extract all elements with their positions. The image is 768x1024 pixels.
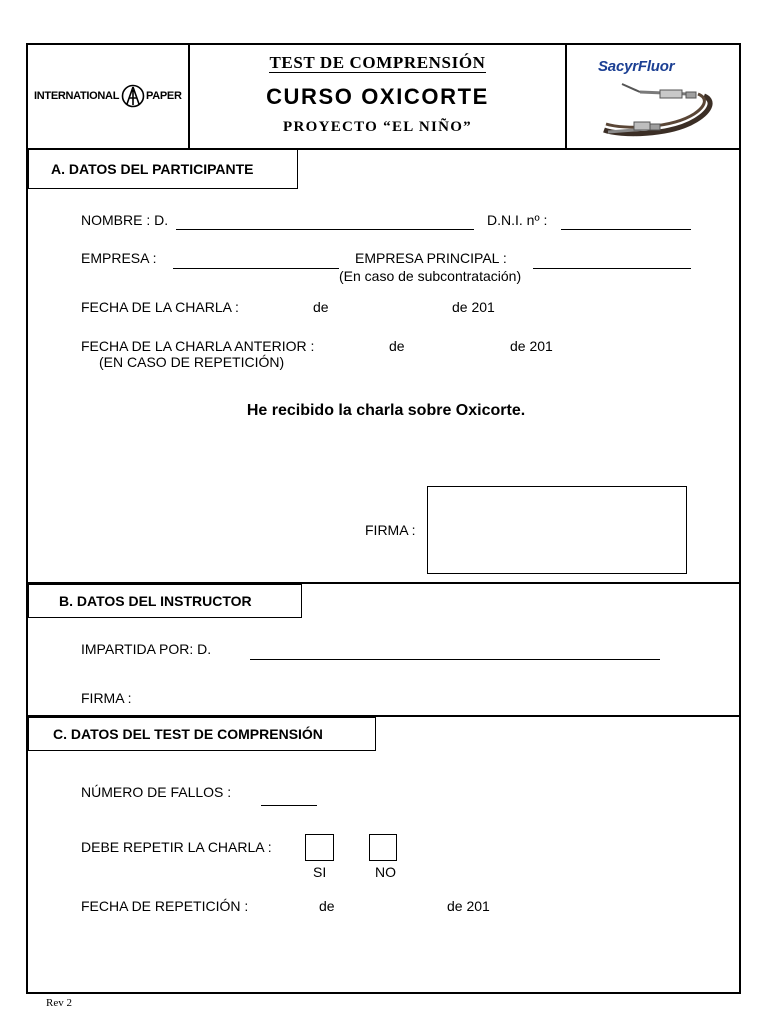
international-paper-logo	[34, 84, 184, 108]
sacyr-fluor-logo: SacyrFluor	[598, 58, 675, 75]
dni-label: D.N.I. nº :	[487, 212, 548, 228]
section-b-header: B. DATOS DEL INSTRUCTOR	[28, 584, 302, 618]
impartida-label: IMPARTIDA POR: D.	[81, 641, 212, 657]
no-checkbox[interactable]	[369, 834, 397, 861]
fecha-anterior-de-1: de	[389, 338, 405, 354]
fecha-charla-de-2: de 201	[452, 299, 495, 315]
title-curso-oxicorte: CURSO OXICORTE	[266, 84, 489, 109]
impartida-field[interactable]	[250, 659, 660, 660]
statement-text-content: He recibido la charla sobre Oxicorte.	[246, 402, 526, 419]
fallos-field[interactable]	[261, 805, 317, 806]
firma-participante-label: FIRMA :	[365, 522, 416, 538]
repeticion-note: (EN CASO DE REPETICIÓN)	[99, 354, 285, 370]
si-label: SI	[313, 864, 327, 880]
subcontratacion-note: (En caso de subcontratación)	[339, 268, 522, 284]
tree-emblem-icon	[121, 84, 145, 108]
section-a-header: A. DATOS DEL PARTICIPANTE	[28, 149, 298, 189]
si-checkbox[interactable]	[305, 834, 334, 861]
fecha-anterior-label: FECHA DE LA CHARLA ANTERIOR :	[81, 338, 315, 354]
fallos-label: NÚMERO DE FALLOS :	[81, 784, 232, 800]
empresa-principal-field[interactable]	[533, 268, 691, 269]
fecha-repeticion-de-1: de	[319, 898, 335, 914]
title-test-comprension	[190, 53, 565, 73]
fecha-charla-de-1: de	[313, 299, 329, 315]
empresa-field[interactable]	[173, 268, 339, 269]
no-label: NO	[375, 864, 396, 880]
logo-text-international: INTERNATIONAL	[34, 90, 120, 102]
fecha-repeticion-de-2: de 201	[447, 898, 490, 914]
title-proyecto: PROYECTO “EL NIÑO”	[283, 119, 472, 135]
firma-participante-box[interactable]	[427, 486, 687, 574]
title-test-comprension-text: TEST DE COMPRENSIÓN	[269, 53, 486, 72]
nombre-field[interactable]	[176, 229, 474, 230]
fecha-repeticion-label: FECHA DE REPETICIÓN :	[81, 898, 249, 914]
dni-field[interactable]	[561, 229, 691, 230]
firma-instructor-label: FIRMA :	[81, 690, 132, 706]
repetir-label: DEBE REPETIR LA CHARLA :	[81, 839, 272, 855]
empresa-label: EMPRESA :	[81, 250, 157, 266]
fecha-charla-label: FECHA DE LA CHARLA :	[81, 299, 239, 315]
header-divider-right	[565, 43, 567, 150]
fecha-anterior-de-2: de 201	[510, 338, 553, 354]
statement-text	[28, 402, 739, 420]
oxicorte-torch-image	[600, 82, 718, 140]
revision-label: Rev 2	[46, 997, 72, 1009]
empresa-principal-label: EMPRESA PRINCIPAL :	[355, 250, 507, 266]
nombre-label: NOMBRE : D.	[81, 212, 169, 228]
section-c-header: C. DATOS DEL TEST DE COMPRENSIÓN	[28, 717, 376, 751]
logo-text-paper: PAPER	[146, 90, 182, 102]
